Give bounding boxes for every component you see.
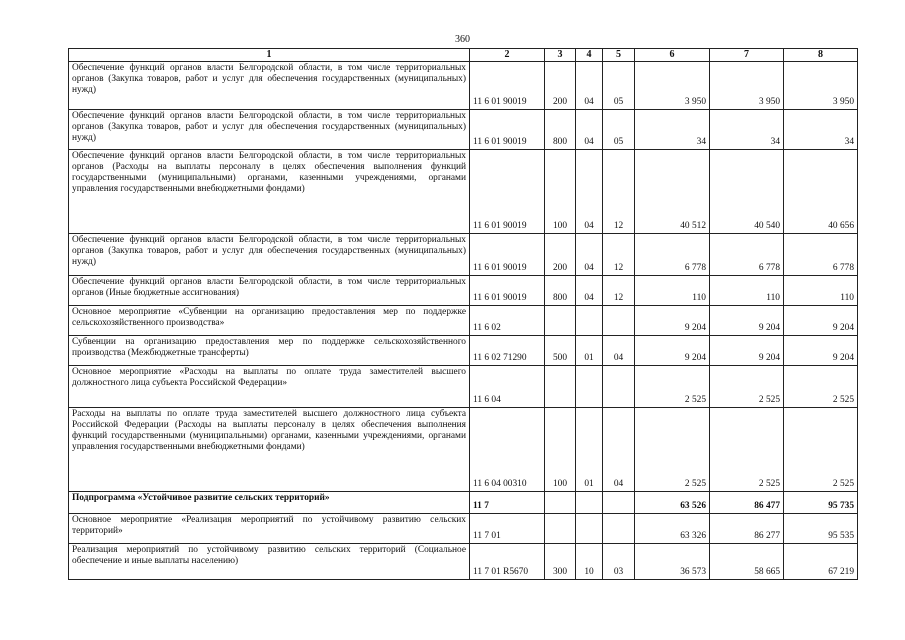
row-value-7: 2 525: [710, 366, 784, 408]
table-row: [69, 514, 858, 544]
row-expense-type: 300: [545, 544, 576, 580]
row-section: 04: [576, 276, 603, 306]
row-subsection: 04: [603, 408, 635, 492]
row-description: Реализация мероприятий по устойчивому развитию сельских территорий (Социальное обеспечение и иные выплаты населению): [69, 544, 470, 580]
row-value-6: 6 778: [635, 234, 710, 276]
row-value-8: 9 204: [784, 336, 858, 366]
row-value-6: 34: [635, 110, 710, 150]
row-expense-type: [545, 492, 576, 514]
row-code: 11 6 01 90019: [470, 234, 545, 276]
row-section: [576, 366, 603, 408]
row-value-6: 9 204: [635, 306, 710, 336]
row-value-7: 86 477: [710, 492, 784, 514]
row-value-8: 2 525: [784, 366, 858, 408]
row-subsection: 05: [603, 62, 635, 110]
row-code: 11 6 01 90019: [470, 276, 545, 306]
row-section: 04: [576, 150, 603, 234]
row-code: 11 6 01 90019: [470, 62, 545, 110]
row-code: 11 7: [470, 492, 545, 514]
row-section: 04: [576, 110, 603, 150]
row-value-7: 2 525: [710, 408, 784, 492]
header-cell: 4: [576, 49, 603, 62]
row-value-8: 9 204: [784, 306, 858, 336]
row-code: 11 7 01: [470, 514, 545, 544]
row-value-7: 40 540: [710, 150, 784, 234]
table-row: [69, 336, 858, 366]
row-description: Обеспечение функций органов власти Белгородской области, в том числе территориальных органов (Закупка товаров, работ и услуг для обеспечения государственных (муниципальных) нужд): [69, 234, 470, 276]
row-subsection: [603, 492, 635, 514]
table-body: [69, 62, 858, 580]
row-expense-type: [545, 366, 576, 408]
header-cell: 5: [603, 49, 635, 62]
row-value-8: 95 535: [784, 514, 858, 544]
budget-table: [68, 48, 858, 580]
row-description: Подпрограмма «Устойчивое развитие сельских территорий»: [69, 492, 470, 514]
row-value-6: 40 512: [635, 150, 710, 234]
row-section: 04: [576, 62, 603, 110]
row-code: 11 6 01 90019: [470, 150, 545, 234]
row-description: Основное мероприятие «Реализация мероприятий по устойчивому развитию сельских территорий»: [69, 514, 470, 544]
row-expense-type: 200: [545, 62, 576, 110]
row-value-6: 36 573: [635, 544, 710, 580]
row-subsection: 12: [603, 276, 635, 306]
row-description: Обеспечение функций органов власти Белгородской области, в том числе территориальных органов (Расходы на выплаты персоналу в целях обеспечения выполнения функций государственными (муниципальными) органами, казенными учреждениями, органами управления государственными внебюджетными фондами): [69, 150, 470, 234]
row-subsection: [603, 306, 635, 336]
page-number: 360: [455, 34, 470, 45]
row-description: Обеспечение функций органов власти Белгородской области, в том числе территориальных органов (Иные бюджетные ассигнования): [69, 276, 470, 306]
row-value-8: 67 219: [784, 544, 858, 580]
table-row: [69, 366, 858, 408]
row-expense-type: 100: [545, 408, 576, 492]
header-cell: 2: [470, 49, 545, 62]
table-row: [69, 110, 858, 150]
row-value-7: 58 665: [710, 544, 784, 580]
row-subsection: 05: [603, 110, 635, 150]
row-code: 11 6 04 00310: [470, 408, 545, 492]
table-row: [69, 544, 858, 580]
row-value-7: 9 204: [710, 336, 784, 366]
header-cell: 7: [710, 49, 784, 62]
row-value-6: 2 525: [635, 408, 710, 492]
row-expense-type: 800: [545, 110, 576, 150]
table-row: [69, 408, 858, 492]
header-cell: 1: [69, 49, 470, 62]
row-code: 11 6 02 71290: [470, 336, 545, 366]
row-value-8: 95 735: [784, 492, 858, 514]
row-description: Основное мероприятие «Расходы на выплаты по оплате труда заместителей высшего должностного лица субъекта Российской Федерации»: [69, 366, 470, 408]
row-expense-type: 500: [545, 336, 576, 366]
header-cell: 3: [545, 49, 576, 62]
row-subsection: 04: [603, 336, 635, 366]
row-description: Обеспечение функций органов власти Белгородской области, в том числе территориальных органов (Закупка товаров, работ и услуг для обеспечения государственных (муниципальных) нужд): [69, 110, 470, 150]
row-value-6: 63 326: [635, 514, 710, 544]
row-value-7: 9 204: [710, 306, 784, 336]
row-section: 01: [576, 336, 603, 366]
row-value-8: 110: [784, 276, 858, 306]
row-value-7: 34: [710, 110, 784, 150]
row-expense-type: 200: [545, 234, 576, 276]
row-value-6: 2 525: [635, 366, 710, 408]
row-description: Субвенции на организацию предоставления мер по поддержке сельскохозяйственного производства (Межбюджетные трансферты): [69, 336, 470, 366]
table-row: [69, 62, 858, 110]
row-value-8: 40 656: [784, 150, 858, 234]
row-value-8: 34: [784, 110, 858, 150]
row-section: 04: [576, 234, 603, 276]
row-subsection: 03: [603, 544, 635, 580]
row-section: [576, 306, 603, 336]
row-description: Основное мероприятие «Субвенции на организацию предоставления мер по поддержке сельскохозяйственного производства»: [69, 306, 470, 336]
row-expense-type: 100: [545, 150, 576, 234]
row-value-6: 63 526: [635, 492, 710, 514]
row-subsection: 12: [603, 150, 635, 234]
row-expense-type: [545, 514, 576, 544]
row-code: 11 6 02: [470, 306, 545, 336]
table-row: [69, 276, 858, 306]
row-value-7: 86 277: [710, 514, 784, 544]
row-section: 01: [576, 408, 603, 492]
row-value-8: 3 950: [784, 62, 858, 110]
header-cell: 6: [635, 49, 710, 62]
row-value-8: 6 778: [784, 234, 858, 276]
row-section: [576, 514, 603, 544]
row-description: Обеспечение функций органов власти Белгородской области, в том числе территориальных органов (Закупка товаров, работ и услуг для обеспечения государственных (муниципальных) нужд): [69, 62, 470, 110]
table-row: [69, 492, 858, 514]
row-subsection: [603, 366, 635, 408]
row-value-7: 110: [710, 276, 784, 306]
header-row: [69, 49, 858, 62]
row-value-6: 110: [635, 276, 710, 306]
row-value-6: 3 950: [635, 62, 710, 110]
row-value-7: 3 950: [710, 62, 784, 110]
table-row: [69, 234, 858, 276]
row-subsection: 12: [603, 234, 635, 276]
row-value-6: 9 204: [635, 336, 710, 366]
row-section: [576, 492, 603, 514]
table-row: [69, 150, 858, 234]
row-code: 11 6 04: [470, 366, 545, 408]
row-section: 10: [576, 544, 603, 580]
header-cell: 8: [784, 49, 858, 62]
row-value-7: 6 778: [710, 234, 784, 276]
row-expense-type: 800: [545, 276, 576, 306]
row-expense-type: [545, 306, 576, 336]
table-row: [69, 306, 858, 336]
row-code: 11 6 01 90019: [470, 110, 545, 150]
row-description: Расходы на выплаты по оплате труда заместителей высшего должностного лица субъекта Российской Федерации (Расходы на выплаты персоналу в целях обеспечения выполнения функций государственными (муниципальными) органами, казенными учреждениями, органами управления государственными внебюджетными фондами): [69, 408, 470, 492]
row-code: 11 7 01 R5670: [470, 544, 545, 580]
row-subsection: [603, 514, 635, 544]
row-value-8: 2 525: [784, 408, 858, 492]
